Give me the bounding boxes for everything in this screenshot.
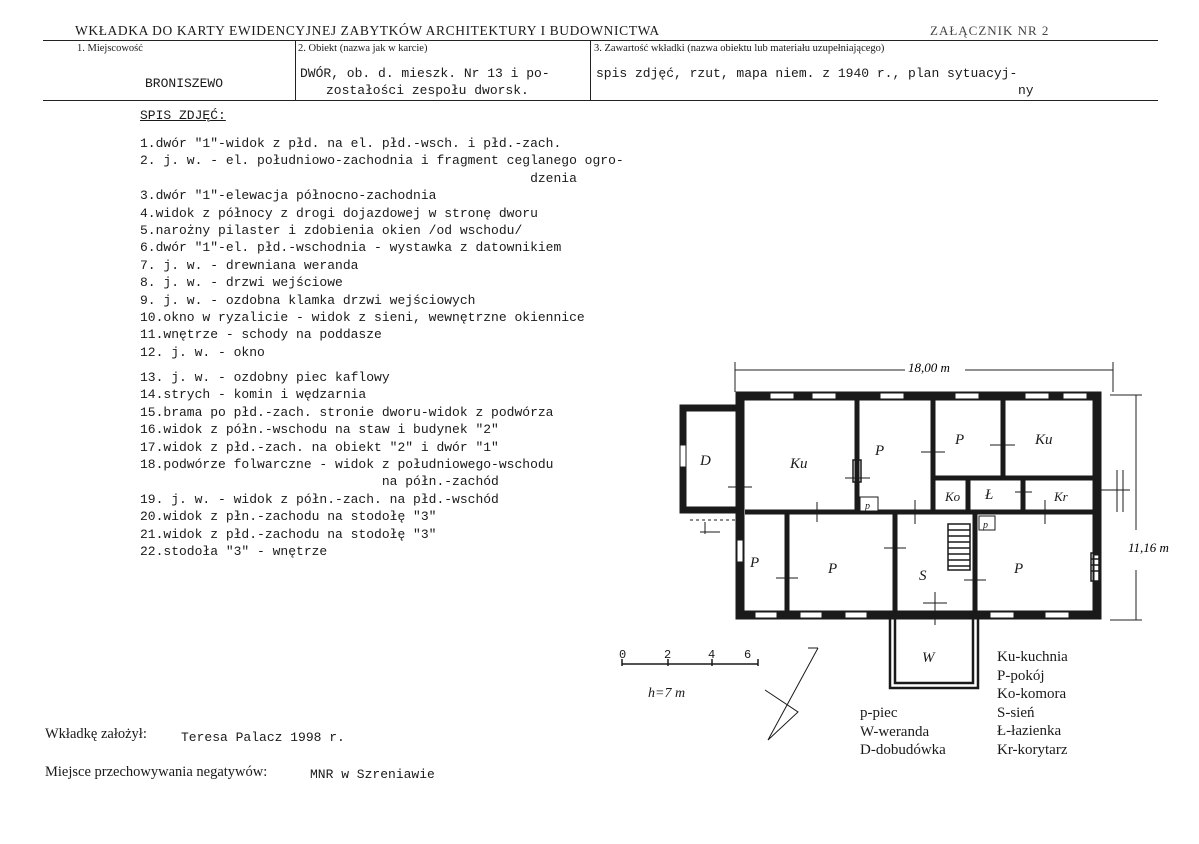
object-label: 2. Obiekt (nazwa jak w karcie) [298,43,428,54]
legend-item: P-pokój [997,667,1045,684]
photo-list-item: 19. j. w. - widok z półn.-zach. na płd.-wschód [140,491,499,507]
room-label-d: D [700,453,711,469]
stove-label-2: p [983,520,988,531]
photo-list-item: 17.widok z płd.-zach. na obiekt "2" i dwór "1" [140,439,499,455]
storage-label: Miejsce przechowywania negatywów: [45,764,268,780]
photo-list-item: 12. j. w. - okno [140,344,265,360]
photo-list-item: 22.stodoła "3" - wnętrze [140,543,328,559]
height-note: h=7 m [648,686,686,701]
room-label-w: W [922,650,935,666]
photo-list-item: 13. j. w. - ozdobny piec kaflowy [140,370,390,386]
attachment-label: ZAŁĄCZNIK NR 2 [930,23,1050,38]
photo-list-item: 18.podwórze folwarczne - widok z południowego-wschodu [140,457,554,473]
width-dimension: 18,00 m [908,360,950,375]
room-label-p4: P [828,561,838,577]
photo-list-item: 9. j. w. - ozdobna klamka drzwi wejściowych [140,292,476,308]
photo-list-item: 7. j. w. - drewniana weranda [140,257,359,273]
photo-list-item: na półn.-zachód [140,474,499,490]
legend-item: S-sień [997,704,1035,721]
annex-walls [683,408,740,510]
storage-value: MNR w Szreniawie [310,767,435,782]
legend-item: Ko-komora [997,686,1067,702]
photo-list-item: 4.widok z północy z drogi dojazdowej w stronę dworu [140,205,538,221]
legend-item: W-weranda [860,723,930,740]
legend-item: p-piec [860,705,898,721]
room-label-ku1: Ku [790,456,808,472]
photo-list-item: 2. j. w. - el. południowo-zachodnia i fragment ceglanego ogro- [140,153,624,169]
room-label-p5: P [1014,561,1024,577]
photo-list-item: 21.widok z płd.-zachodu na stodołę "3" [140,526,437,542]
photo-list-item: 10.okno w ryzalicie - widok z sieni, wewnętrzne okiennice [140,309,585,325]
dimension-lines [735,362,1142,620]
room-label-s: S [919,568,927,584]
scale-tick-label: 4 [708,648,716,662]
scale-tick-label: 2 [664,648,672,662]
legend-item: Kr-korytarz [997,741,1068,758]
photo-list-item: 11.wnętrze - schody na poddasze [140,327,382,343]
photo-list-item: 14.strych - komin i wędzarnia [140,387,367,403]
object-value-line1: DWÓR, ob. d. mieszk. Nr 13 i po- [300,66,550,81]
founder-label: Wkładkę założył: [45,726,147,742]
room-label-ko: Ko [945,489,961,504]
photo-list-item: 5.narożny pilaster i zdobienia okien /od wschodu/ [140,222,523,238]
document-title: WKŁADKA DO KARTY EWIDENCYJNEJ ZABYTKÓW ARCHITEKTURY I BUDOWNICTWA [75,23,660,38]
legend-item: Ku-kuchnia [997,649,1068,665]
scale-bar [622,659,758,666]
contents-label: 3. Zawartość wkładki (nazwa obiektu lub materiału uzupełniającego) [594,43,885,54]
photo-list-item: 15.brama po płd.-zach. stronie dworu-widok z podwórza [140,404,554,420]
photo-list-item: 16.widok z półn.-wschodu na staw i budynek "2" [140,422,499,438]
legend-right [997,648,1068,759]
photo-list-item: 1.dwór "1"-widok z płd. na el. płd.-wsch. i płd.-zach. [140,136,562,151]
room-label-ku2: Ku [1035,432,1053,448]
room-label-kr: Kr [1054,489,1068,504]
scale-tick-label: 6 [744,648,752,662]
entry-steps [690,512,740,534]
north-arrow-icon [765,648,818,740]
contents-value-line1: spis zdjęć, rzut, mapa niem. z 1940 r., plan sytuacyj- [596,66,1018,81]
stove-label-1: p [865,501,870,512]
room-label-l: Ł [985,487,994,503]
object-value-line2: zostałości zespołu dworsk. [326,83,529,98]
photo-list-item: 20.widok z płn.-zachodu na stodołę "3" [140,509,437,525]
photo-list-item: 8. j. w. - drzwi wejściowe [140,275,343,291]
photo-list-item: 6.dwór "1"-el. płd.-wschodnia - wystawka z datownikiem [140,240,562,256]
legend-item: Ł-łazienka [997,723,1062,739]
contents-value-line2: ny [1018,83,1034,98]
founder-value: Teresa Palacz 1998 r. [181,730,345,745]
depth-dimension: 11,16 m [1128,540,1169,555]
locality-value: BRONISZEWO [145,76,224,91]
photo-list-title: SPIS ZDJĘĆ: [140,108,226,123]
room-label-p1: P [875,443,885,459]
room-label-p2: P [955,432,965,448]
scale-tick-label: 0 [619,648,627,662]
locality-label: 1. Miejscowość [77,43,143,54]
room-label-p3: P [750,555,760,571]
legend-item: D-dobudówka [860,742,946,758]
photo-list-item: dzenia [140,170,577,186]
legend-left [860,704,946,760]
photo-list-item: 3.dwór "1"-elewacja północno-zachodnia [140,188,437,204]
